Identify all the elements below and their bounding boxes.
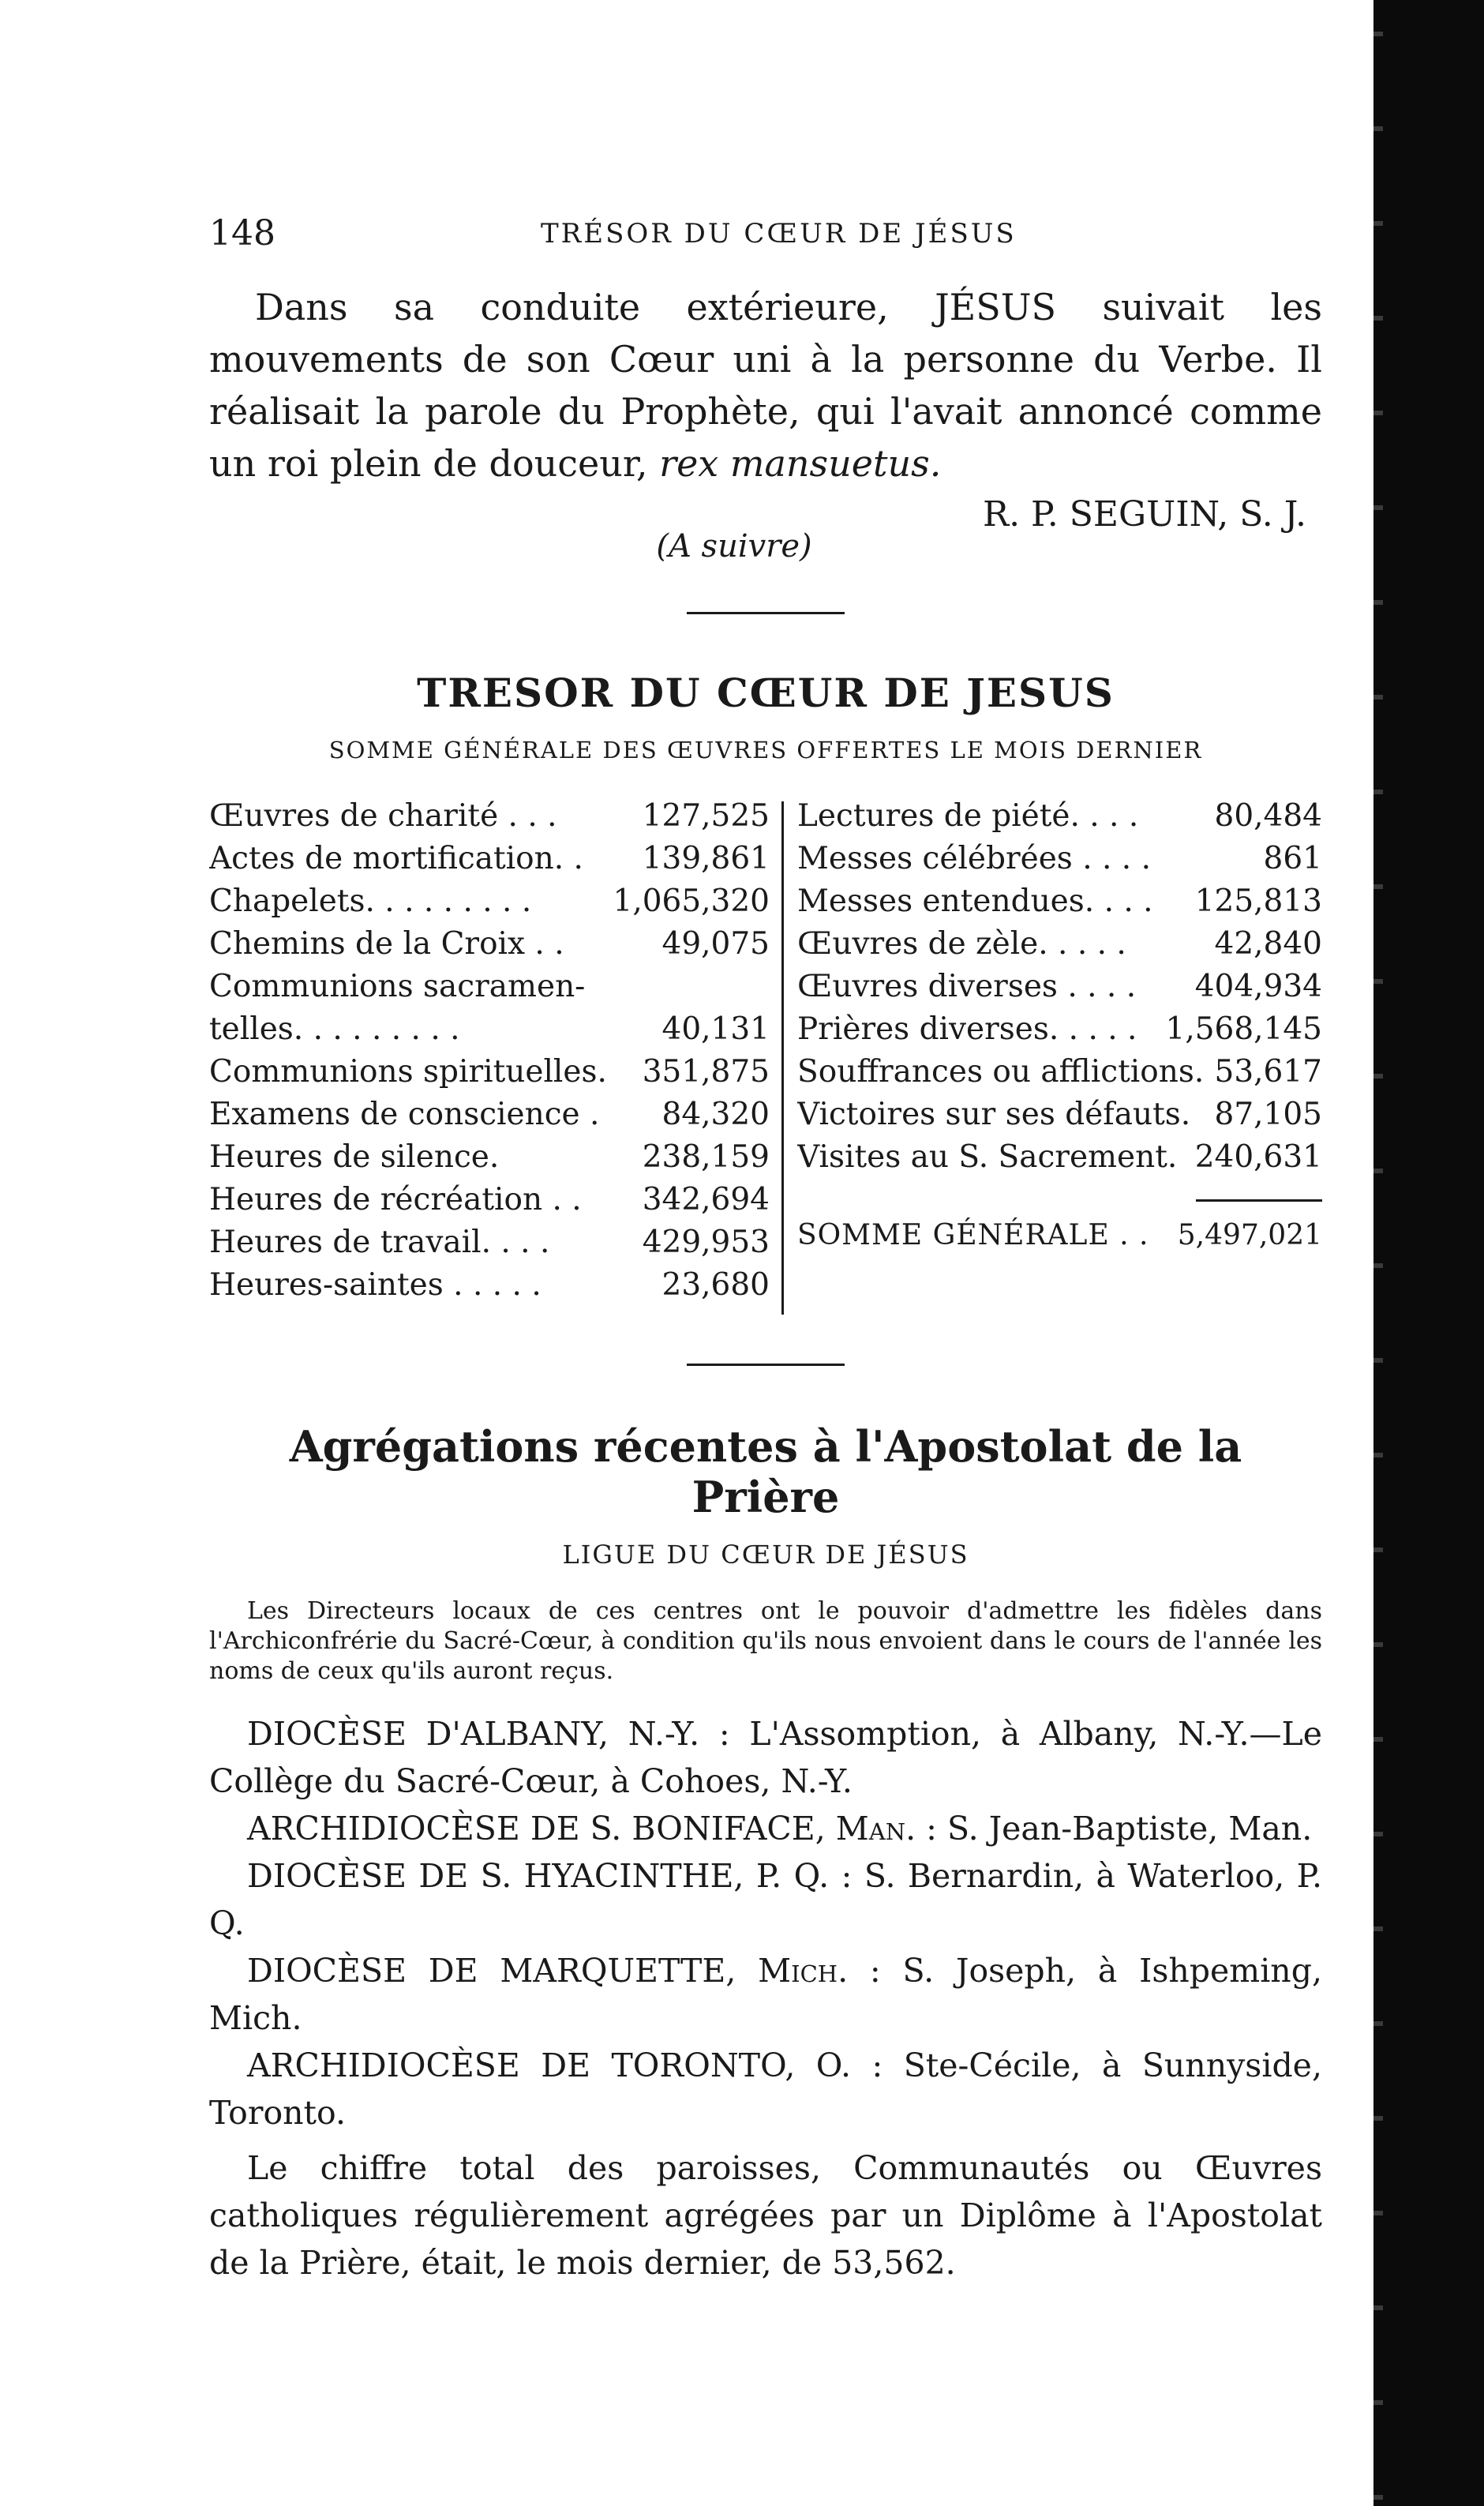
intro-paragraph — [209, 281, 1322, 490]
offering-value: 87,105 — [1214, 1097, 1322, 1132]
diocese-name: DIOCÈSE D'ALBANY, N.-Y. : — [247, 1715, 730, 1753]
offering-label: Œuvres de zèle. . . . . — [797, 926, 1126, 962]
offering-value: 429,953 — [642, 1225, 770, 1260]
offering-value: 404,934 — [1194, 969, 1322, 1004]
offering-label: Messes entendues. . . . — [797, 883, 1153, 919]
total-row — [797, 1219, 1322, 1251]
offering-label: Œuvres de charité . . . — [209, 798, 557, 834]
offering-row — [797, 1051, 1322, 1094]
total-value: 5,497,021 — [1177, 1219, 1322, 1251]
aggregations-title: Agrégations récentes à l'Apostolat de la Prière — [289, 1421, 1242, 1522]
offering-value: 49,075 — [661, 926, 770, 962]
offering-row — [209, 880, 770, 923]
closing-paragraph: Le chiffre total des paroisses, Communautés ou Œuvres catholiques régulièrement agrégées par un Diplôme à l'Apostolat de la Prière, était, le mois dernier, de 53,562. — [209, 2149, 1322, 2282]
offering-row — [209, 795, 770, 838]
diocese-name: DIOCÈSE DE S. HYACINTHE, P. Q. : — [247, 1857, 853, 1895]
offering-label: Communions sacramen- — [209, 969, 586, 1004]
offering-row — [209, 1051, 770, 1094]
offering-row — [209, 1136, 770, 1179]
column-divider — [781, 801, 784, 1315]
diocese-parishes: L'Assomption, à Albany, N.-Y.—Le Collège du Sacré-Cœur, à Cohoes, N.-Y. — [209, 1715, 1322, 1800]
offering-row — [209, 1008, 770, 1051]
diocese-parishes: S. Jean-Baptiste, Man. — [947, 1810, 1313, 1848]
offering-row — [209, 1264, 770, 1307]
offering-value: 1,568,145 — [1165, 1011, 1322, 1047]
diocese-entry — [209, 1710, 1322, 1805]
offering-row — [209, 838, 770, 880]
offering-label: Messes célébrées . . . . — [797, 841, 1151, 876]
total-label: SOMME GÉNÉRALE . . — [797, 1219, 1149, 1251]
offering-label: Heures de récréation . . — [209, 1182, 582, 1217]
offering-value: 127,525 — [642, 798, 770, 834]
offering-row — [797, 1136, 1322, 1179]
offering-value: 139,861 — [642, 841, 770, 876]
intro-text: Dans sa conduite extérieure, JÉSUS suivait les mouvements de son Cœur uni à la personne du Verbe. Il réalisait la parole du Prophète, qui l'avait annoncé comme un roi plein de douceur, — [209, 286, 1322, 485]
total-rule — [1196, 1199, 1322, 1202]
directors-note: Les Directeurs locaux de ces centres ont le pouvoir d'admettre les fidèles dans l'Archiconfrérie du Sacré-Cœur, à condition qu'ils nous envoient dans le cours de l'année les noms de ceux qu'ils auront reçus. — [209, 1597, 1322, 1685]
offering-label: Heures de silence. — [209, 1139, 500, 1175]
offering-row — [797, 1094, 1322, 1136]
offering-value: 80,484 — [1214, 798, 1322, 834]
to-follow-note: (A suivre) — [656, 528, 812, 565]
scan-edge-shadow — [1381, 0, 1484, 2506]
running-title: TRÉSOR DU CŒUR DE JÉSUS — [541, 218, 1017, 249]
page — [209, 213, 1322, 2319]
author-signature: R. P. SEGUIN, S. J. — [982, 494, 1306, 535]
diocese-entry — [209, 1947, 1322, 2042]
offering-label: Œuvres diverses . . . . — [797, 969, 1137, 1004]
offering-value: 53,617 — [1214, 1054, 1322, 1090]
offering-value: 23,680 — [661, 1267, 770, 1303]
offering-label: Visites au S. Sacrement. — [797, 1139, 1178, 1175]
offering-row — [797, 838, 1322, 880]
diocese-name: ARCHIDIOCÈSE DE TORONTO, O. : — [247, 2046, 883, 2084]
tresor-title: TRESOR DU CŒUR DE JESUS — [417, 670, 1115, 716]
aggregations-subtitle: LIGUE DU CŒUR DE JÉSUS — [562, 1540, 969, 1570]
offering-row — [797, 880, 1322, 923]
offering-label: Actes de mortification. . — [209, 841, 583, 876]
offering-label: Examens de conscience . — [209, 1097, 600, 1132]
offering-row — [797, 966, 1322, 1008]
offering-label: Heures de travail. . . . — [209, 1225, 550, 1260]
offering-label: Victoires sur ses défauts. — [797, 1097, 1191, 1132]
offerings-left-column — [209, 795, 770, 1307]
offering-row — [209, 923, 770, 966]
offering-row — [797, 923, 1322, 966]
offering-value: 42,840 — [1214, 926, 1322, 962]
offering-value: 238,159 — [642, 1139, 770, 1175]
offering-value — [763, 966, 770, 1008]
offering-value: 125,813 — [1194, 883, 1322, 919]
running-head — [209, 213, 1322, 261]
offering-label: Chemins de la Croix . . — [209, 926, 564, 962]
offering-value: 240,631 — [1194, 1139, 1322, 1175]
offering-label: Chapelets. . . . . . . . . — [209, 883, 532, 919]
offering-row — [209, 1094, 770, 1136]
offering-label: Prières diverses. . . . . — [797, 1011, 1137, 1047]
offering-row — [797, 1008, 1322, 1051]
page-number: 148 — [209, 213, 275, 253]
diocese-parishes: S. Bernardin, à Waterloo, P. Q. — [209, 1857, 1322, 1942]
diocese-parishes: S. Joseph, à Ishpeming, Mich. — [209, 1952, 1322, 2037]
diocese-entry — [209, 2042, 1322, 2136]
offering-row — [209, 966, 770, 1008]
offering-row — [209, 1221, 770, 1264]
offerings-table — [209, 795, 1322, 1316]
offerings-right-column — [797, 795, 1322, 1251]
offering-value: 1,065,320 — [613, 883, 770, 919]
offering-row — [797, 795, 1322, 838]
section-divider — [687, 612, 845, 614]
diocese-list — [209, 1710, 1322, 2136]
section-divider — [687, 1364, 845, 1366]
offering-value: 342,694 — [642, 1182, 770, 1217]
diocese-name: DIOCÈSE DE MARQUETTE, Mich. : — [247, 1952, 881, 1990]
offering-value: 40,131 — [661, 1011, 770, 1047]
offering-label: Lectures de piété. . . . — [797, 798, 1139, 834]
offering-label: telles. . . . . . . . . — [209, 1011, 460, 1047]
intro-italic: rex mansuetus. — [659, 442, 942, 485]
diocese-parishes: Ste-Cécile, à Sunnyside, Toronto. — [209, 2046, 1322, 2132]
tresor-subtitle: SOMME GÉNÉRALE DES ŒUVRES OFFERTES LE MOIS DERNIER — [328, 737, 1203, 763]
offering-row — [209, 1179, 770, 1221]
offering-value: 351,875 — [642, 1054, 770, 1090]
offering-value: 861 — [1263, 841, 1322, 876]
diocese-entry — [209, 1852, 1322, 1947]
offering-label: Communions spirituelles. — [209, 1054, 607, 1090]
diocese-entry — [209, 1805, 1322, 1852]
diocese-name: ARCHIDIOCÈSE DE S. BONIFACE, Man. : — [247, 1810, 937, 1848]
offering-value: 84,320 — [661, 1097, 770, 1132]
offering-label: Souffrances ou afflictions. — [797, 1054, 1205, 1090]
offering-label: Heures-saintes . . . . . — [209, 1267, 542, 1303]
